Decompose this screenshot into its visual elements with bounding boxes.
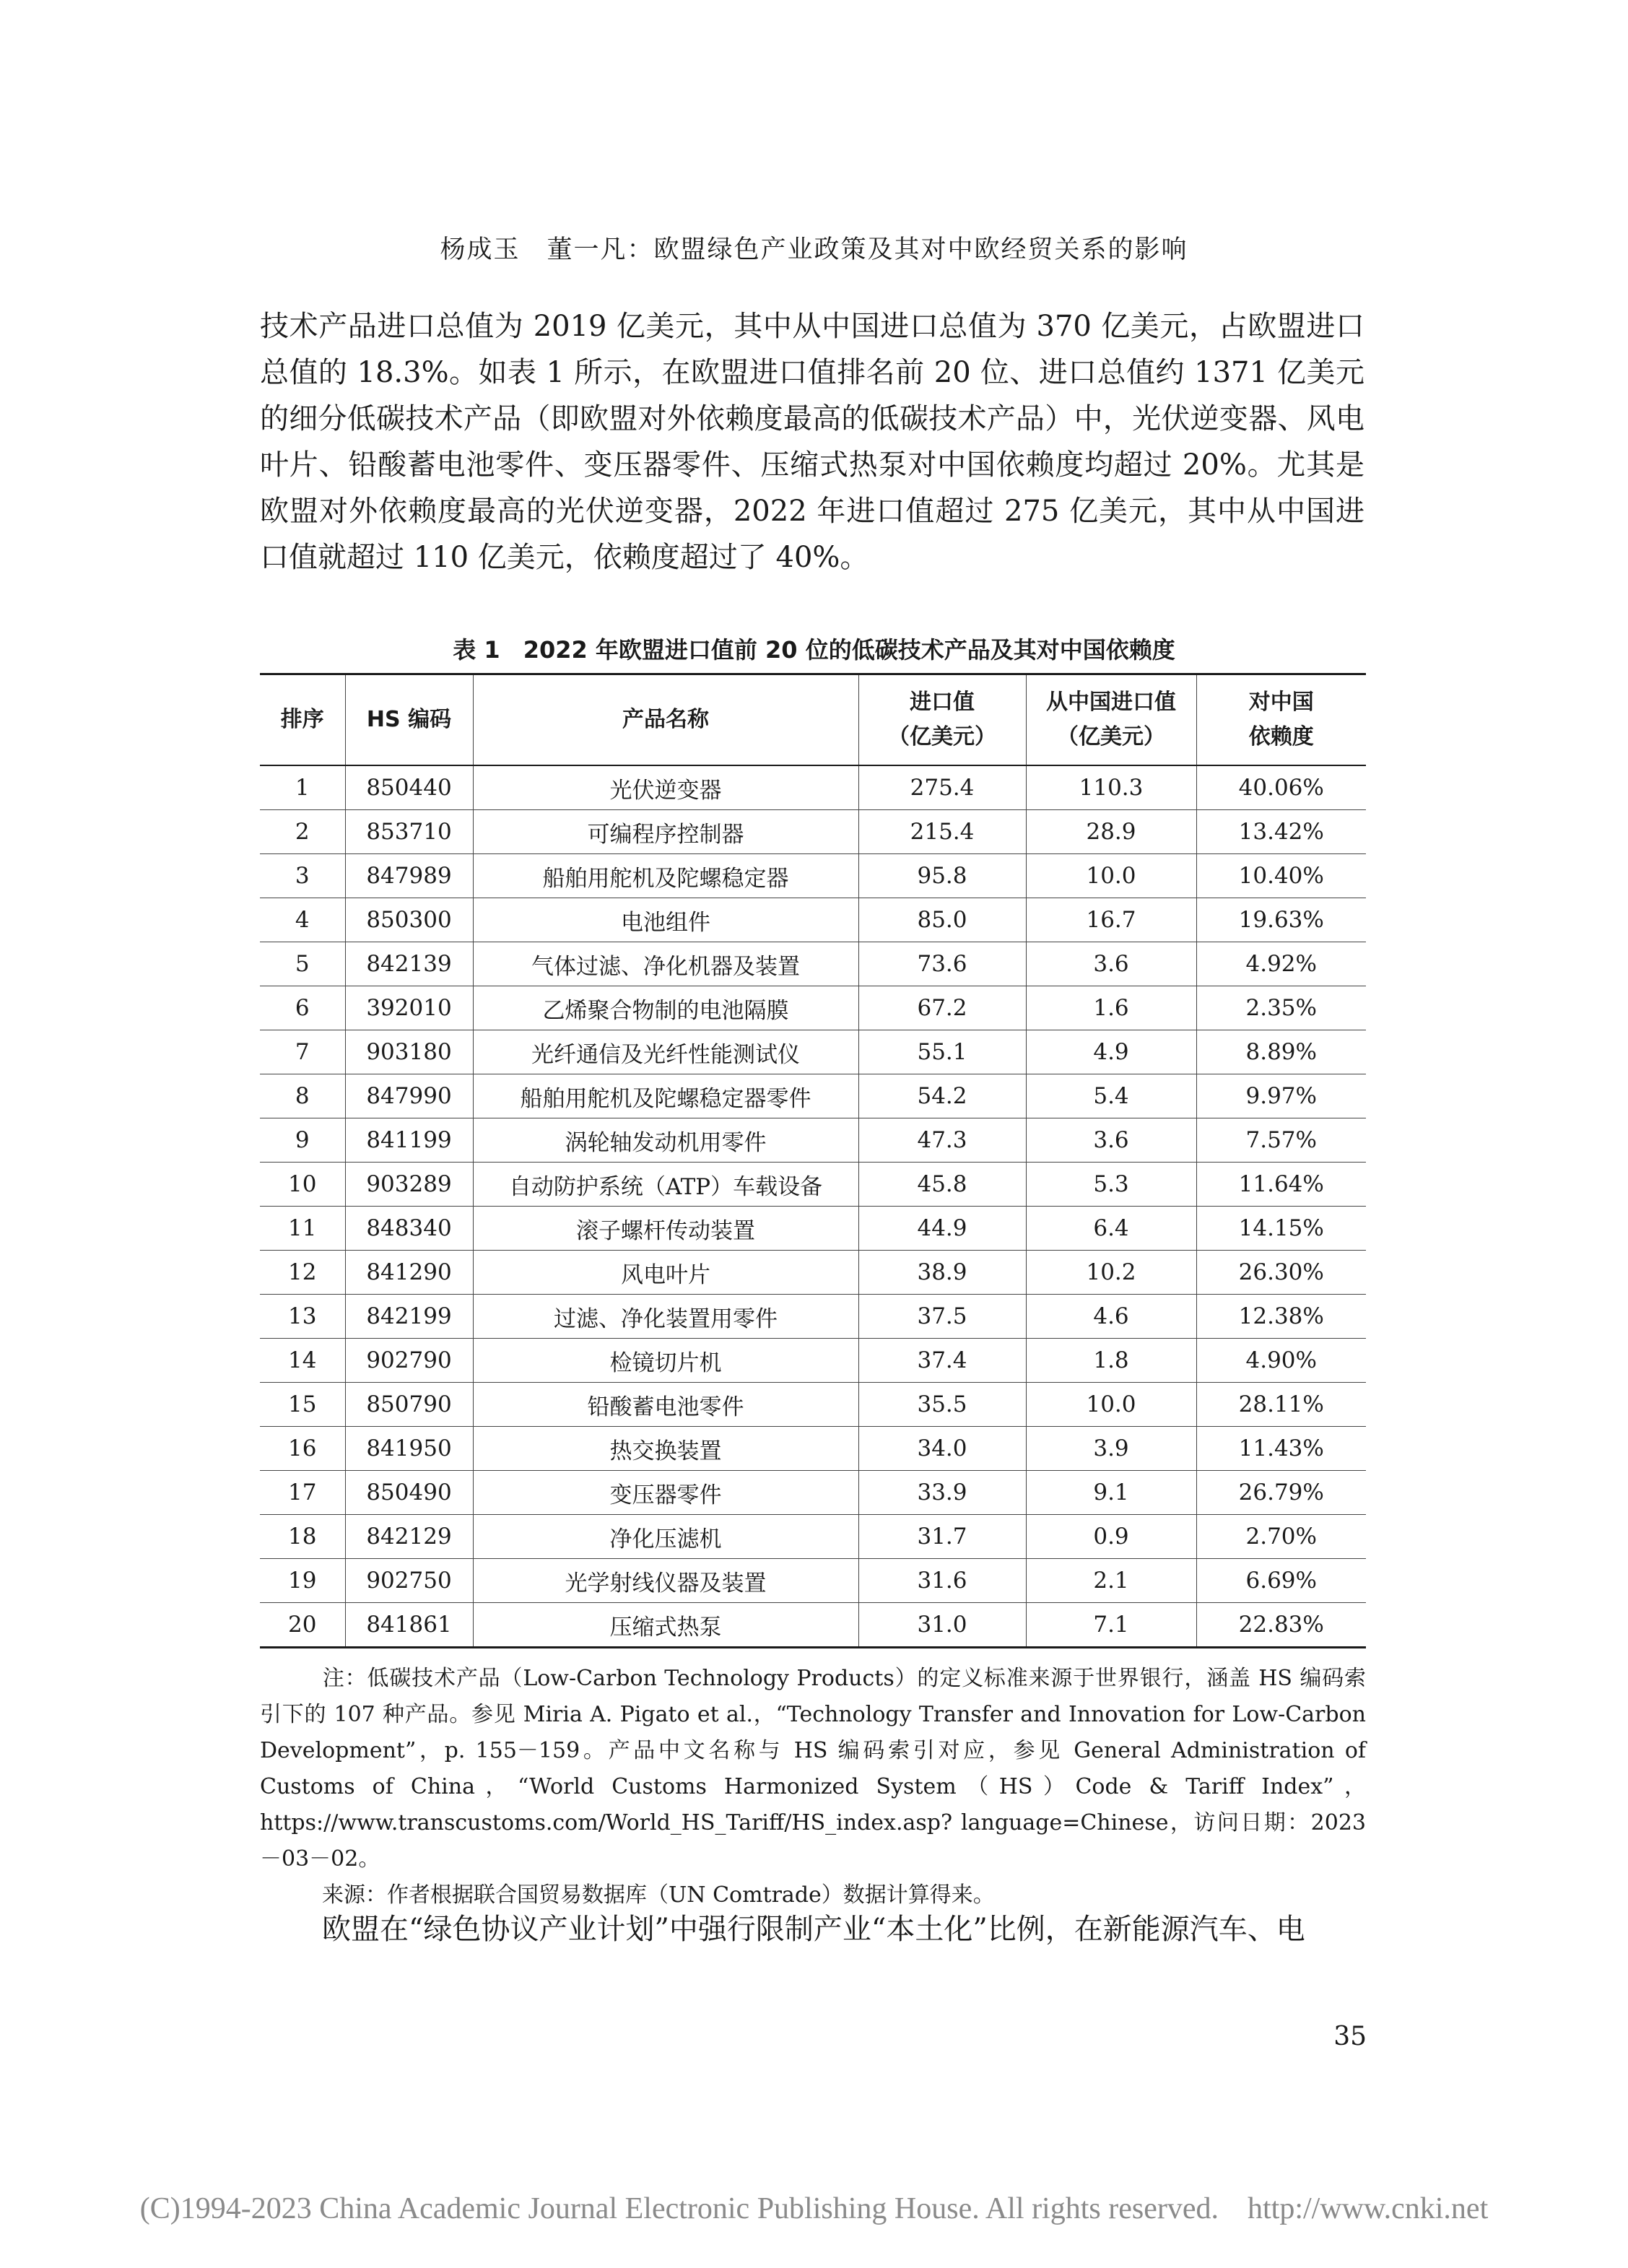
cell-import-value: 35.5 xyxy=(858,1383,1026,1427)
cell-import-value: 67.2 xyxy=(858,986,1026,1030)
cell-product-name: 可编程序控制器 xyxy=(473,810,858,854)
cell-hs-code: 841861 xyxy=(345,1603,473,1648)
cell-hs-code: 847989 xyxy=(345,854,473,898)
cell-product-name: 铅酸蓄电池零件 xyxy=(473,1383,858,1427)
cell-import-value: 44.9 xyxy=(858,1207,1026,1251)
cell-rank: 10 xyxy=(260,1163,345,1207)
cell-hs-code: 841290 xyxy=(345,1251,473,1295)
cell-china-dependency: 8.89% xyxy=(1196,1030,1366,1074)
cell-china-import-value: 5.4 xyxy=(1026,1074,1196,1118)
header-china-dependency: 对中国 依赖度 xyxy=(1196,674,1366,766)
cell-rank: 3 xyxy=(260,854,345,898)
header-import-value: 进口值 （亿美元） xyxy=(858,674,1026,766)
table-row xyxy=(260,986,1366,1030)
cell-china-dependency: 4.92% xyxy=(1196,942,1366,986)
cell-hs-code: 850790 xyxy=(345,1383,473,1427)
cell-rank: 13 xyxy=(260,1295,345,1339)
cell-china-dependency: 28.11% xyxy=(1196,1383,1366,1427)
table-row xyxy=(260,1118,1366,1163)
cell-rank: 2 xyxy=(260,810,345,854)
footer-copyright: (C)1994-2023 China Academic Journal Electronic Publishing House. All rights reserved. xyxy=(139,2192,1219,2225)
cell-china-dependency: 2.35% xyxy=(1196,986,1366,1030)
cell-china-import-value: 3.6 xyxy=(1026,942,1196,986)
cell-hs-code: 903289 xyxy=(345,1163,473,1207)
table-row xyxy=(260,1295,1366,1339)
running-header xyxy=(0,230,1628,266)
cell-china-import-value: 3.6 xyxy=(1026,1118,1196,1163)
cell-hs-code: 848340 xyxy=(345,1207,473,1251)
cell-rank: 5 xyxy=(260,942,345,986)
cell-import-value: 37.4 xyxy=(858,1339,1026,1383)
cell-hs-code: 902790 xyxy=(345,1339,473,1383)
table-row xyxy=(260,1030,1366,1074)
cell-product-name: 光纤通信及光纤性能测试仪 xyxy=(473,1030,858,1074)
header-title: ：欧盟绿色产业政策及其对中欧经贸关系的影响 xyxy=(627,235,1188,264)
table-row xyxy=(260,1383,1366,1427)
cell-import-value: 54.2 xyxy=(858,1074,1026,1118)
dependency-table xyxy=(260,673,1366,1648)
cell-china-dependency: 14.15% xyxy=(1196,1207,1366,1251)
cell-china-import-value: 110.3 xyxy=(1026,765,1196,810)
table-row xyxy=(260,1163,1366,1207)
cell-china-import-value: 1.8 xyxy=(1026,1339,1196,1383)
cell-product-name: 船舶用舵机及陀螺稳定器零件 xyxy=(473,1074,858,1118)
table-row xyxy=(260,1251,1366,1295)
cell-product-name: 乙烯聚合物制的电池隔膜 xyxy=(473,986,858,1030)
cell-product-name: 压缩式热泵 xyxy=(473,1603,858,1648)
cell-china-dependency: 2.70% xyxy=(1196,1515,1366,1559)
cell-china-dependency: 7.57% xyxy=(1196,1118,1366,1163)
cell-rank: 6 xyxy=(260,986,345,1030)
cell-rank: 7 xyxy=(260,1030,345,1074)
cell-hs-code: 903180 xyxy=(345,1030,473,1074)
cell-hs-code: 853710 xyxy=(345,810,473,854)
page-number: 35 xyxy=(1333,2022,1367,2051)
cell-rank: 19 xyxy=(260,1559,345,1603)
cell-china-dependency: 26.79% xyxy=(1196,1471,1366,1515)
cell-product-name: 光学射线仪器及装置 xyxy=(473,1559,858,1603)
cell-import-value: 31.0 xyxy=(858,1603,1026,1648)
cell-import-value: 33.9 xyxy=(858,1471,1026,1515)
cell-china-import-value: 28.9 xyxy=(1026,810,1196,854)
cell-hs-code: 842199 xyxy=(345,1295,473,1339)
cell-import-value: 85.0 xyxy=(858,898,1026,942)
cell-product-name: 光伏逆变器 xyxy=(473,765,858,810)
cell-rank: 9 xyxy=(260,1118,345,1163)
cell-import-value: 73.6 xyxy=(858,942,1026,986)
cell-china-import-value: 16.7 xyxy=(1026,898,1196,942)
table-row xyxy=(260,1603,1366,1648)
table-row xyxy=(260,765,1366,810)
table-row xyxy=(260,854,1366,898)
cell-product-name: 船舶用舵机及陀螺稳定器 xyxy=(473,854,858,898)
cell-china-dependency: 12.38% xyxy=(1196,1295,1366,1339)
cell-china-import-value: 7.1 xyxy=(1026,1603,1196,1648)
table-source: 来源：作者根据联合国贸易数据库（UN Comtrade）数据计算得来。 xyxy=(322,1882,995,1908)
cell-hs-code: 850300 xyxy=(345,898,473,942)
header-authors: 杨成玉 董一凡 xyxy=(440,235,627,264)
cell-rank: 20 xyxy=(260,1603,345,1648)
header-hs-code: HS 编码 xyxy=(345,674,473,766)
cnki-footer xyxy=(0,2191,1628,2226)
header-product-name: 产品名称 xyxy=(473,674,858,766)
cell-china-dependency: 4.90% xyxy=(1196,1339,1366,1383)
cell-china-import-value: 10.0 xyxy=(1026,1383,1196,1427)
table-row xyxy=(260,1515,1366,1559)
cell-hs-code: 842129 xyxy=(345,1515,473,1559)
cell-china-import-value: 5.3 xyxy=(1026,1163,1196,1207)
cell-import-value: 45.8 xyxy=(858,1163,1026,1207)
cell-import-value: 34.0 xyxy=(858,1427,1026,1471)
cell-rank: 18 xyxy=(260,1515,345,1559)
cell-china-dependency: 22.83% xyxy=(1196,1603,1366,1648)
table-row xyxy=(260,898,1366,942)
cell-import-value: 38.9 xyxy=(858,1251,1026,1295)
table-header-row xyxy=(260,674,1366,766)
cell-china-dependency: 6.69% xyxy=(1196,1559,1366,1603)
table-row xyxy=(260,1207,1366,1251)
cell-product-name: 过滤、净化装置用零件 xyxy=(473,1295,858,1339)
cell-product-name: 检镜切片机 xyxy=(473,1339,858,1383)
cell-china-dependency: 11.43% xyxy=(1196,1427,1366,1471)
cell-china-import-value: 10.0 xyxy=(1026,854,1196,898)
cell-rank: 11 xyxy=(260,1207,345,1251)
cell-hs-code: 850490 xyxy=(345,1471,473,1515)
cell-china-dependency: 19.63% xyxy=(1196,898,1366,942)
cell-china-import-value: 0.9 xyxy=(1026,1515,1196,1559)
cell-china-dependency: 13.42% xyxy=(1196,810,1366,854)
cell-rank: 1 xyxy=(260,765,345,810)
cell-hs-code: 847990 xyxy=(345,1074,473,1118)
cell-china-import-value: 2.1 xyxy=(1026,1559,1196,1603)
body-paragraph-block xyxy=(260,303,1364,581)
cell-product-name: 净化压滤机 xyxy=(473,1515,858,1559)
cell-china-import-value: 1.6 xyxy=(1026,986,1196,1030)
cell-rank: 4 xyxy=(260,898,345,942)
cell-import-value: 31.6 xyxy=(858,1559,1026,1603)
table-note: 注：低碳技术产品（Low-Carbon Technology Products）的定义标准来源于世界银行，涵盖 HS 编码索引下的 107 种产品。参见 Miria A. Pigato et al.，“Technology Transfer and Innovation for Low-Carbon Development”，p. 155－159。产品中文名称与 HS 编码索引对应，参见 General Administration of Customs of China，“World Customs Harmonized System（HS）Code & Tariff Index”，https://www.transcustoms.com/World_HS_Tariff/HS_index.asp? language=Chinese，访问日期：2023－03－02。 xyxy=(260,1666,1366,1872)
cell-rank: 8 xyxy=(260,1074,345,1118)
cell-product-name: 风电叶片 xyxy=(473,1251,858,1295)
cell-hs-code: 850440 xyxy=(345,765,473,810)
cell-china-dependency: 10.40% xyxy=(1196,854,1366,898)
cell-rank: 17 xyxy=(260,1471,345,1515)
cell-import-value: 47.3 xyxy=(858,1118,1026,1163)
table-row xyxy=(260,1339,1366,1383)
cell-china-dependency: 40.06% xyxy=(1196,765,1366,810)
cell-import-value: 275.4 xyxy=(858,765,1026,810)
cell-hs-code: 841950 xyxy=(345,1427,473,1471)
body-paragraph: 技术产品进口总值为 2019 亿美元，其中从中国进口总值为 370 亿美元，占欧盟进口总值的 18.3%。如表 1 所示，在欧盟进口值排名前 20 位、进口总值约 1371 亿美元的细分低碳技术产品（即欧盟对外依赖度最高的低碳技术产品）中，光伏逆变器、风电叶片、铅酸蓄电池零件、变压器零件、压缩式热泵对中国依赖度均超过 20%。尤其是欧盟对外依赖度最高的光伏逆变器，2022 年进口值超过 275 亿美元，其中从中国进口值就超过 110 亿美元，依赖度超过了 40%。 xyxy=(260,310,1364,574)
cell-product-name: 电池组件 xyxy=(473,898,858,942)
table-caption: 表 1 2022 年欧盟进口值前 20 位的低碳技术产品及其对中国依赖度 xyxy=(453,636,1175,664)
table-notes xyxy=(260,1661,1366,1913)
cell-hs-code: 392010 xyxy=(345,986,473,1030)
cell-china-import-value: 9.1 xyxy=(1026,1471,1196,1515)
cell-import-value: 55.1 xyxy=(858,1030,1026,1074)
table-row xyxy=(260,942,1366,986)
closing-paragraph: 欧盟在“绿色协议产业计划”中强行限制产业“本土化”比例，在新能源汽车、电 xyxy=(322,1913,1305,1946)
cell-rank: 16 xyxy=(260,1427,345,1471)
cell-rank: 15 xyxy=(260,1383,345,1427)
cell-product-name: 热交换装置 xyxy=(473,1427,858,1471)
cell-rank: 14 xyxy=(260,1339,345,1383)
table-row xyxy=(260,1074,1366,1118)
cell-china-import-value: 4.6 xyxy=(1026,1295,1196,1339)
cell-rank: 12 xyxy=(260,1251,345,1295)
table-row xyxy=(260,1471,1366,1515)
cell-china-import-value: 10.2 xyxy=(1026,1251,1196,1295)
cell-china-import-value: 3.9 xyxy=(1026,1427,1196,1471)
cell-product-name: 涡轮轴发动机用零件 xyxy=(473,1118,858,1163)
cell-china-dependency: 26.30% xyxy=(1196,1251,1366,1295)
cell-import-value: 215.4 xyxy=(858,810,1026,854)
cell-hs-code: 902750 xyxy=(345,1559,473,1603)
cell-china-import-value: 4.9 xyxy=(1026,1030,1196,1074)
cell-china-dependency: 11.64% xyxy=(1196,1163,1366,1207)
cell-product-name: 自动防护系统（ATP）车载设备 xyxy=(473,1163,858,1207)
cell-import-value: 31.7 xyxy=(858,1515,1026,1559)
header-rank: 排序 xyxy=(260,674,345,766)
table-row xyxy=(260,1427,1366,1471)
cell-china-import-value: 6.4 xyxy=(1026,1207,1196,1251)
cell-product-name: 滚子螺杆传动装置 xyxy=(473,1207,858,1251)
table-row xyxy=(260,1559,1366,1603)
footer-url[interactable]: http://www.cnki.net xyxy=(1248,2192,1489,2225)
cell-import-value: 37.5 xyxy=(858,1295,1026,1339)
table-row xyxy=(260,810,1366,854)
header-china-import-value: 从中国进口值 （亿美元） xyxy=(1026,674,1196,766)
cell-hs-code: 841199 xyxy=(345,1118,473,1163)
cell-product-name: 气体过滤、净化机器及装置 xyxy=(473,942,858,986)
cell-import-value: 95.8 xyxy=(858,854,1026,898)
cell-product-name: 变压器零件 xyxy=(473,1471,858,1515)
cell-hs-code: 842139 xyxy=(345,942,473,986)
cell-china-dependency: 9.97% xyxy=(1196,1074,1366,1118)
